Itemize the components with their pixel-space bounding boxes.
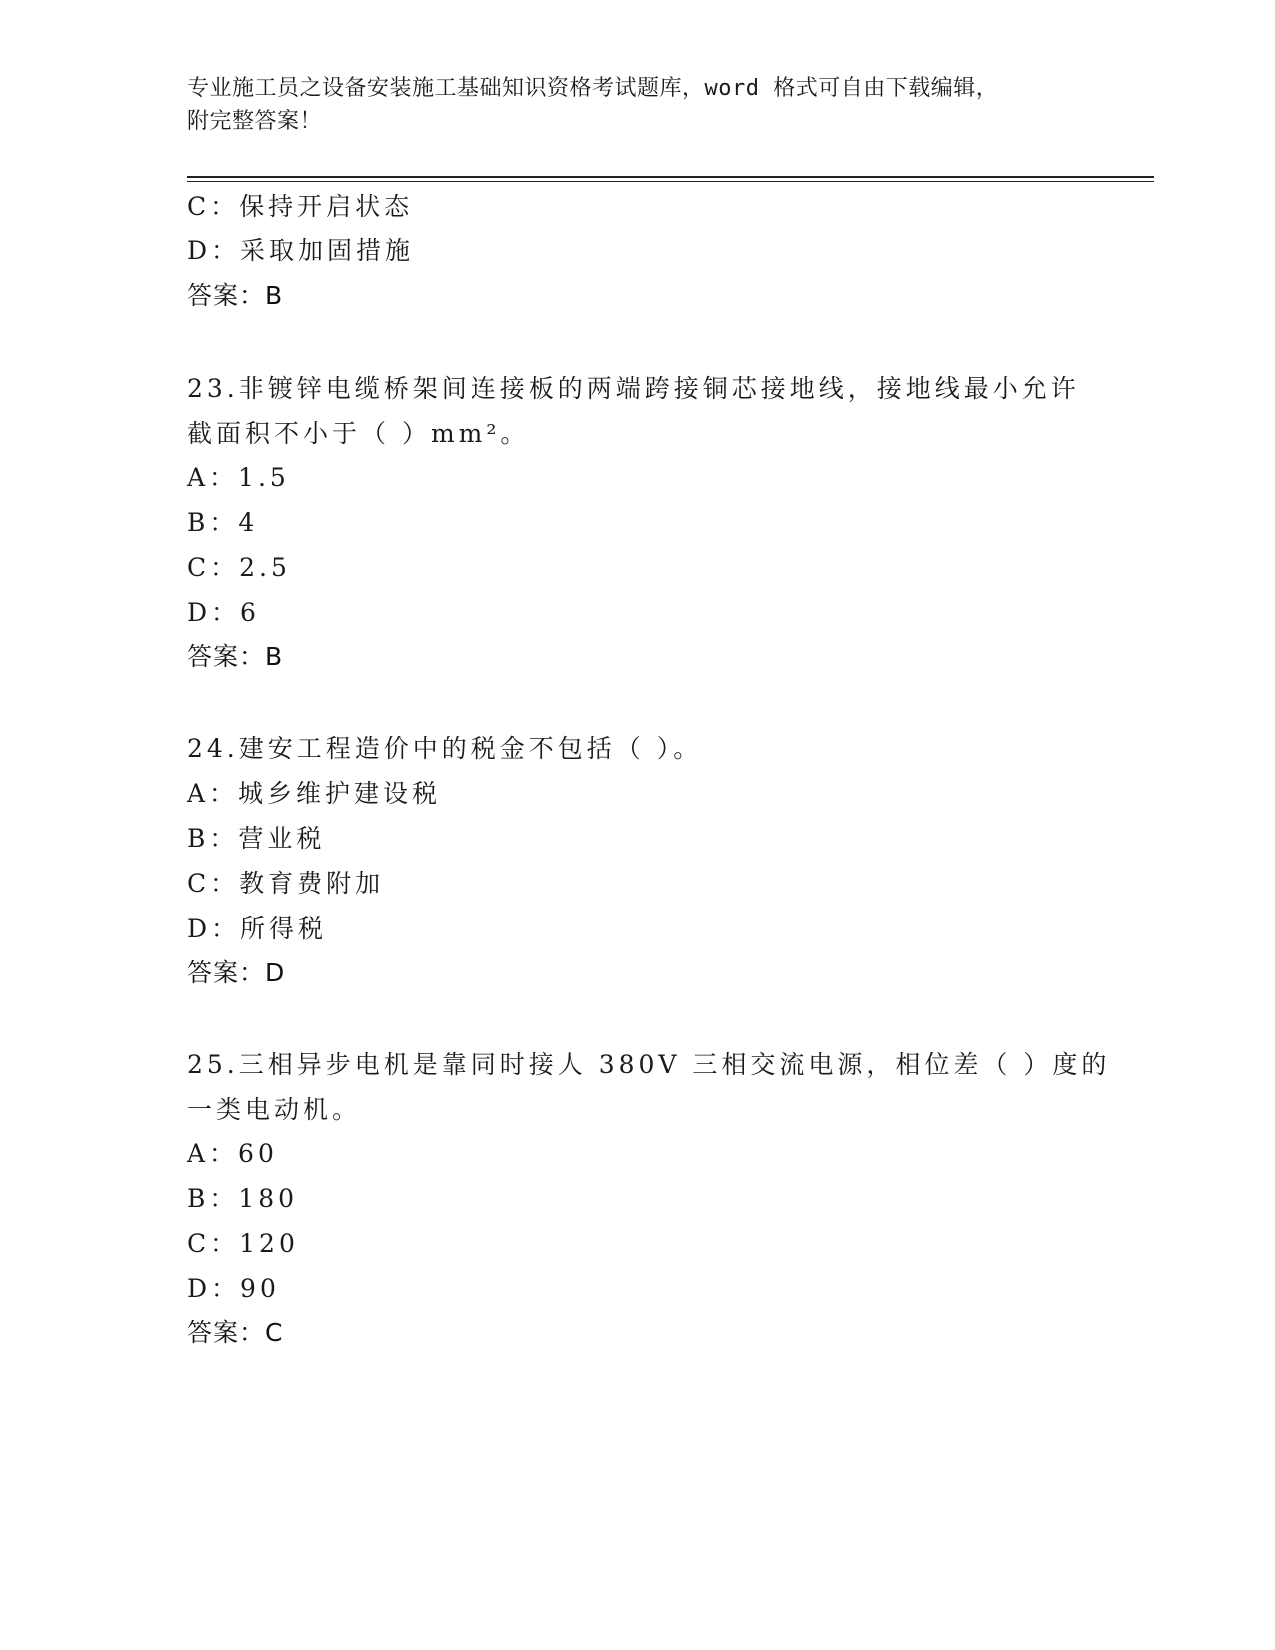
document-header xyxy=(187,72,1087,138)
header-line-2: 附完整答案！ xyxy=(187,109,323,134)
q25-option-c: C：120 xyxy=(187,1229,299,1258)
header-divider-thick xyxy=(187,176,1154,178)
q23-option-b: B：4 xyxy=(187,508,259,537)
q25-stem-line-1: 25.三相异步电机是靠同时接人 380V 三相交流电源，相位差（ ）度的 xyxy=(187,1050,1111,1079)
q25-answer: 答案：C xyxy=(187,1318,284,1347)
q23-option-a: A：1.5 xyxy=(187,463,290,492)
q24-answer: 答案：D xyxy=(187,958,286,987)
q23-answer: 答案：B xyxy=(187,642,284,671)
q23-option-c: C：2.5 xyxy=(187,553,291,582)
header-divider-thin xyxy=(187,181,1154,182)
q24-option-b: B：营业税 xyxy=(187,824,326,853)
q23-option-d: D：6 xyxy=(187,598,260,627)
q25-option-d: D：90 xyxy=(187,1274,280,1303)
header-line-1: 专业施工员之设备安装施工基础知识资格考试题库，word 格式可自由下载编辑， xyxy=(187,76,999,101)
prev-option-c: C：保持开启状态 xyxy=(187,192,414,221)
q25-option-a: A：60 xyxy=(187,1139,278,1168)
prev-answer: 答案：B xyxy=(187,281,284,310)
q25-stem-line-2: 一类电动机。 xyxy=(187,1095,362,1124)
q24-option-a: A：城乡维护建设税 xyxy=(187,779,442,808)
q24-option-d: D：所得税 xyxy=(187,914,328,943)
q24-option-c: C：教育费附加 xyxy=(187,869,385,898)
q23-stem-line-1: 23.非镀锌电缆桥架间连接板的两端跨接铜芯接地线，接地线最小允许 xyxy=(187,374,1080,403)
prev-option-d: D：采取加固措施 xyxy=(187,236,415,265)
q25-option-b: B：180 xyxy=(187,1184,299,1213)
q23-stem-line-2: 截面积不小于（ ）mm²。 xyxy=(187,419,530,448)
q24-stem-line-1: 24.建安工程造价中的税金不包括（ ）。 xyxy=(187,734,703,763)
